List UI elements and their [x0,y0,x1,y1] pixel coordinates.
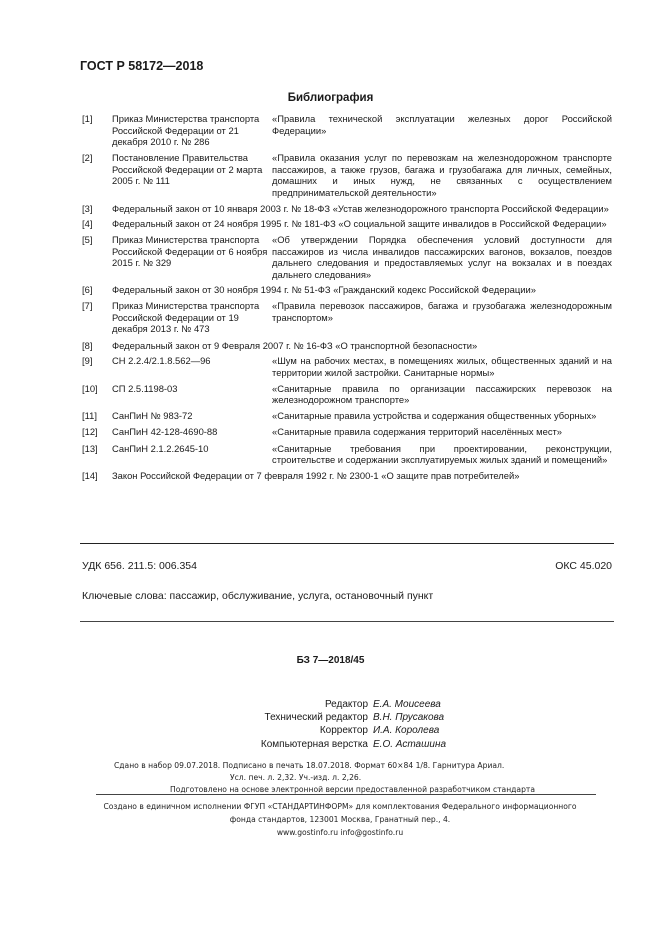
bibliography-entry [82,300,612,335]
oks-code: ОКС 45.020 [555,560,612,572]
footer-line-1: Создано в единичном исполнении ФГУП «СТАНДАРТИНФОРМ» для комплектования Федерального информационного [103,802,577,811]
credit-name: Е.А. Моисеева [373,699,441,710]
entry-source: Приказ Министерства транспорта Российской Федерации от 6 ноября 2015 г. № 329 [112,234,268,269]
entry-title: «Санитарные правила устройства и содержания общественных уборных» [272,409,597,421]
bibliography-entry [82,284,612,296]
entry-title: «Правила технической эксплуатации железных дорог Российской Федерации» [272,113,612,136]
publication-line-1: Сдано в набор 09.07.2018. Подписано в печать 18.07.2018. Формат 60×84 1/8. Гарнитура Ариал. [114,761,505,770]
credit-name: И.А. Королева [373,725,440,737]
entry-source: Приказ Министерства транспорта Российской Федерации от 21 декабря 2010 г. № 286 [112,113,260,147]
credit-row [190,738,530,751]
entry-title: «Санитарные требования при проектировании, реконструкции, строительстве и содержании эксплуатируемых жилых зданий и помещений» [272,442,612,466]
credit-name: В.Н. Прусакова [373,712,445,724]
entry-title: «Правила оказания услуг по перевозкам на железнодорожном транспорте пассажиров, а также грузов, багажа и грузобагажа для личных, семейных, домашних и иных нужд, не связанных с осуществлением предпринимательской деятельности» [272,152,612,198]
bibliography-entry [82,470,612,482]
bibliography-entry [82,113,612,148]
divider-top [80,543,614,544]
entry-number: [8] [82,339,93,351]
udk-code: УДК 656. 211.5: 006.354 [82,560,197,572]
entry-title: «Санитарные правила по организации пассажирских перевозок на железнодорожном транспорте» [272,382,612,406]
publication-line-3: Подготовлено на основе электронной версии предоставленной разработчиком стандарта [170,785,535,794]
entry-number: [2] [82,152,93,164]
bibliography-entry [82,443,612,466]
entry-number: [9] [82,355,93,367]
bibliography-entry [82,355,612,378]
entry-source: СанПиН 2.1.2.2645-10 [112,442,209,454]
bibliography-entry [82,203,612,215]
bibliography-entry [82,383,612,406]
entry-text: Федеральный закон от 24 ноября 1995 г. № 181-ФЗ «О социальной защите инвалидов в Российской Федерации» [112,218,607,230]
entry-number: [3] [82,202,93,214]
publisher-footer [100,800,580,839]
entry-text: Федеральный закон от 9 Февраля 2007 г. № 16-ФЗ «О транспортной безопасности» [112,339,478,351]
entry-number: [13] [82,442,98,454]
entry-text: Федеральный закон от 10 января 2003 г. № 18-ФЗ «Устав железнодорожного транспорта Российской Федерации» [112,202,609,214]
keywords: Ключевые слова: пассажир, обслуживание, услуга, остановочный пункт [82,590,434,602]
entry-number: [12] [82,426,98,438]
credit-role: Компьютерная верстка [260,738,368,750]
bibliography-title: Библиография [287,92,374,104]
bz-number: БЗ 7—2018/45 [296,655,365,666]
credit-row [190,698,530,711]
bibliography-entry [82,426,612,438]
divider-bottom [80,621,614,622]
bibliography-entry [82,410,612,422]
entry-number: [1] [82,113,93,124]
credit-row [190,724,530,737]
entry-number: [6] [82,284,93,296]
document-id: ГОСТ Р 58172—2018 [80,59,204,73]
credit-role: Корректор [319,725,368,737]
publication-line-2: Усл. печ. л. 2,32. Уч.-изд. л. 2,26. [230,773,362,782]
footer-divider [96,794,596,795]
entry-number: [11] [82,409,97,421]
entry-source: СП 2.5.1198-03 [112,382,178,394]
entry-number: [7] [82,300,93,312]
credits-block [190,698,530,751]
footer-line-2: фонда стандартов, 123001 Москва, Гранатный пер., 4. [229,815,451,824]
entry-text: Федеральный закон от 30 ноября 1994 г. № 51-ФЗ «Гражданский кодекс Российской Федерации» [112,284,536,296]
entry-number: [4] [82,218,93,230]
bibliography-list [82,113,612,486]
entry-source: СН 2.2.4/2.1.8.562—96 [112,355,211,367]
entry-title: «Об утверждении Порядка обеспечения условий доступности для пассажиров из числа инвалидов пассажирских вагонов, вокзалов, поездов дальнего следования и предоставляемых услуг на вокзалах и в поездах дальнего следования» [272,234,612,280]
bibliography-entry [82,218,612,230]
entry-title: «Правила перевозок пассажиров, багажа и грузобагажа железнодорожным транспортом» [272,300,612,323]
bibliography-entry [82,152,612,198]
credit-row [190,711,530,724]
entry-source: СанПиН № 983-72 [112,409,193,421]
entry-number: [14] [82,469,98,481]
bibliography-entry [82,234,612,280]
credit-name: Е.О. Асташина [373,738,447,750]
entry-number: [5] [82,234,93,246]
credit-role: Технический редактор [264,712,368,724]
entry-source: Приказ Министерства транспорта Российской Федерации от 19 декабря 2013 г. № 473 [112,300,260,335]
entry-number: [10] [82,382,98,394]
entry-source: СанПиН 42-128-4690-88 [112,426,218,438]
entry-text: Закон Российской Федерации от 7 февраля 1992 г. № 2300-1 «О защите прав потребителей» [112,469,520,481]
entry-title: «Санитарные правила содержания территорий населённых мест» [272,426,563,438]
entry-source: Постановление Правительства Российской Федерации от 2 марта 2005 г. № 111 [112,152,263,187]
entry-title: «Шум на рабочих местах, в помещениях жилых, общественных зданий и на территории жилой застройки. Санитарные нормы» [272,355,612,378]
footer-line-3: www.gostinfo.ru info@gostinfo.ru [276,828,404,837]
bibliography-entry [82,340,612,352]
credit-role: Редактор [324,699,368,710]
